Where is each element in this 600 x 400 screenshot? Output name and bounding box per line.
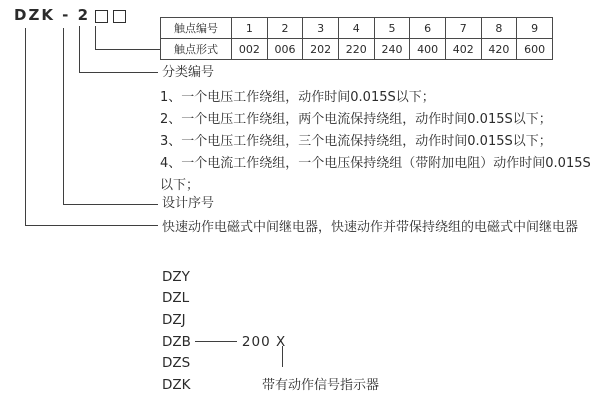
table-cell: 202 <box>303 39 339 60</box>
connector-contact-table <box>95 26 161 50</box>
table-cell: 600 <box>517 39 553 60</box>
series-item-dzy <box>162 266 286 288</box>
series-label: DZL <box>162 290 190 307</box>
series-label: DZY <box>162 268 190 285</box>
table-cell: 002 <box>232 39 268 60</box>
series-item-dzl <box>162 288 286 310</box>
table-cell: 420 <box>481 39 517 60</box>
classification-item: 4、一个电流工作绕组，一个电压保持绕组（带附加电阻）动作时间0.015S <box>160 156 591 171</box>
contact-form-header: 触点形式 <box>161 39 232 60</box>
contact-form-row <box>161 39 553 60</box>
table-cell: 006 <box>267 39 303 60</box>
contact-number-header: 触点编号 <box>161 18 232 39</box>
table-cell: 9 <box>517 18 553 39</box>
table-cell: 400 <box>410 39 446 60</box>
table-cell: 2 <box>267 18 303 39</box>
model-code-text: DZK - 2 <box>14 6 91 24</box>
series-label: DZB <box>162 333 191 350</box>
table-cell: 5 <box>374 18 410 39</box>
x-note-connector-line <box>282 346 283 367</box>
series-item-dzb <box>162 331 286 353</box>
table-cell: 220 <box>338 39 374 60</box>
classification-item: 2、一个电压工作绕组，两个电流保持绕组，动作时间0.015S以下； <box>160 112 552 127</box>
contact-table <box>160 17 553 60</box>
indicator-note: 带有动作信号指示器 <box>262 378 380 393</box>
table-cell: 4 <box>338 18 374 39</box>
classification-item-continuation: 以下； <box>160 178 200 193</box>
dzb-dash-line <box>195 341 237 342</box>
series-item-dzj <box>162 309 286 331</box>
table-cell: 1 <box>232 18 268 39</box>
model-placeholder-box-1 <box>95 10 108 23</box>
relay-description: 快速动作电磁式中间继电器，快速动作并带保持绕组的电磁式中间继电器 <box>162 220 579 235</box>
table-cell: 402 <box>445 39 481 60</box>
model-code <box>14 8 126 23</box>
classification-item-list <box>160 87 591 197</box>
model-placeholder-box-2 <box>113 10 126 23</box>
table-cell: 6 <box>410 18 446 39</box>
table-cell: 3 <box>303 18 339 39</box>
series-label: DZS <box>162 355 191 372</box>
dzb-suffix: 200 X <box>241 333 287 350</box>
classification-item: 1、一个电压工作绕组，动作时间0.015S以下； <box>160 90 435 105</box>
table-cell: 7 <box>445 18 481 39</box>
classification-item: 3、一个电压工作绕组，三个电流保持绕组，动作时间0.015S以下； <box>160 134 552 149</box>
table-cell: 240 <box>374 39 410 60</box>
table-cell: 8 <box>481 18 517 39</box>
classification-label: 分类编号 <box>162 65 215 80</box>
series-label: DZJ <box>162 311 186 328</box>
contact-number-row <box>161 18 553 39</box>
series-label: DZK <box>162 376 191 393</box>
series-item-dzs <box>162 352 286 374</box>
design-serial-label: 设计序号 <box>162 196 215 211</box>
